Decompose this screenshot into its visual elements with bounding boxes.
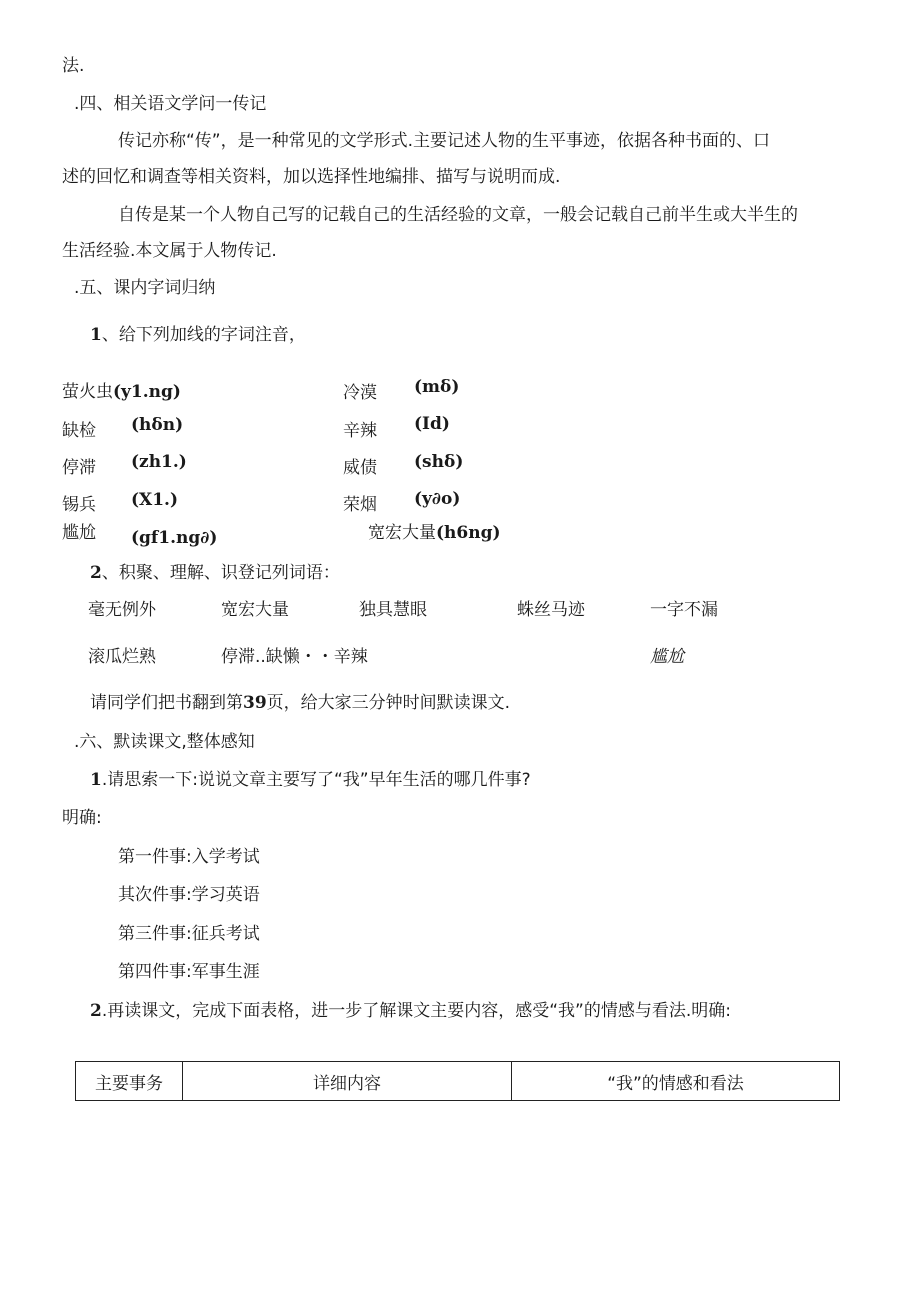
vocab-item: 蛛丝马迹 bbox=[517, 600, 585, 620]
pinyin: (Id) bbox=[414, 414, 450, 434]
paragraph-line: 生活经验.本文属于人物传记. bbox=[62, 241, 277, 261]
question-number: 2 bbox=[90, 563, 102, 583]
word: 萤火虫 bbox=[62, 382, 113, 402]
pinyin: (y∂o) bbox=[414, 489, 461, 509]
question-text: 、积聚、理解、识登记列词语： bbox=[101, 563, 340, 583]
vocab-item: 停滞..缺懒・・辛辣 bbox=[221, 647, 368, 667]
question-1 bbox=[90, 324, 306, 346]
section-heading-5: .五、课内字词归纳 bbox=[74, 278, 216, 298]
pinyin: (gf1.ng∂) bbox=[131, 528, 218, 548]
vocab-item: 尴尬 bbox=[650, 647, 684, 667]
vocab-item: 滚瓜烂熟 bbox=[88, 647, 156, 667]
question-number: 2 bbox=[90, 1001, 102, 1021]
pinyin-word: 缺检 bbox=[62, 421, 96, 441]
question-text: .请思索一下:说说文章主要写了“我”早年生活的哪几件事? bbox=[101, 770, 531, 790]
event-item: 其次件事:学习英语 bbox=[118, 885, 260, 905]
pinyin-word: 冷漠 bbox=[343, 383, 377, 403]
question-text: 、给下列加线的字词注音， bbox=[101, 325, 306, 345]
pinyin-word: 锡兵 bbox=[62, 495, 96, 515]
word: 宽宏大量 bbox=[368, 523, 436, 543]
vocab-item: 毫无例外 bbox=[88, 600, 156, 620]
pinyin-word: 荣烟 bbox=[343, 495, 377, 515]
table-header: “我”的情感和看法 bbox=[512, 1062, 840, 1101]
instruction-text: 页，给大家三分钟时间默读课文. bbox=[266, 693, 511, 713]
pinyin-word: 威债 bbox=[343, 458, 377, 478]
question-text: .再读课文，完成下面表格，进一步了解课文主要内容，感受“我”的情感与看法.明确: bbox=[101, 1001, 731, 1021]
pinyin: (zh1.) bbox=[131, 452, 187, 472]
events-table bbox=[75, 1061, 840, 1101]
pinyin: (mδ) bbox=[414, 377, 460, 397]
vocab-item: 独具慧眼 bbox=[359, 600, 427, 620]
pinyin-word: 停滞 bbox=[62, 458, 96, 478]
subquestion-1 bbox=[90, 769, 531, 791]
question-number: 1 bbox=[90, 770, 102, 790]
paragraph-fragment: 法. bbox=[62, 56, 85, 76]
event-item: 第四件事:军事生涯 bbox=[118, 962, 260, 982]
question-number: 1 bbox=[90, 325, 102, 345]
question-2 bbox=[90, 562, 340, 584]
pinyin: (shδ) bbox=[414, 452, 464, 472]
pinyin-item bbox=[62, 381, 181, 403]
table-header: 主要事务 bbox=[76, 1062, 183, 1101]
section-heading-6: .六、默读课文,整体感知 bbox=[74, 732, 255, 752]
answer-label: 明确: bbox=[62, 808, 102, 828]
subquestion-2 bbox=[90, 1000, 731, 1022]
table-header-row bbox=[76, 1062, 840, 1101]
pinyin: (hδn) bbox=[131, 415, 184, 435]
vocab-item: 一字不漏 bbox=[650, 600, 718, 620]
table-header: 详细内容 bbox=[183, 1062, 512, 1101]
page-number: 39 bbox=[243, 693, 267, 713]
pinyin-word: 辛辣 bbox=[343, 421, 377, 441]
event-item: 第三件事:征兵考试 bbox=[118, 924, 260, 944]
pinyin: (X1.) bbox=[131, 490, 179, 510]
section-heading-4: .四、相关语文学问一传记 bbox=[74, 94, 267, 114]
paragraph-line: 传记亦称“传”，是一种常见的文学形式.主要记述人物的生平事迹，依据各种书面的、口 bbox=[118, 131, 771, 151]
pinyin: (h6ng) bbox=[436, 523, 501, 543]
reading-instruction bbox=[90, 692, 510, 714]
paragraph-line: 自传是某一个人物自己写的记载自己的生活经验的文章，一般会记载自己前半生或大半生的 bbox=[118, 205, 798, 225]
paragraph-line: 述的回忆和调查等相关资料，加以选择性地编排、描写与说明而成. bbox=[62, 167, 561, 187]
vocab-item: 宽宏大量 bbox=[221, 600, 289, 620]
instruction-text: 请同学们把书翻到第 bbox=[90, 693, 243, 713]
pinyin: (y1.ng) bbox=[113, 382, 181, 402]
event-item: 第一件事:入学考试 bbox=[118, 847, 260, 867]
pinyin-item bbox=[368, 522, 501, 544]
pinyin-word: 尴尬 bbox=[62, 523, 96, 543]
